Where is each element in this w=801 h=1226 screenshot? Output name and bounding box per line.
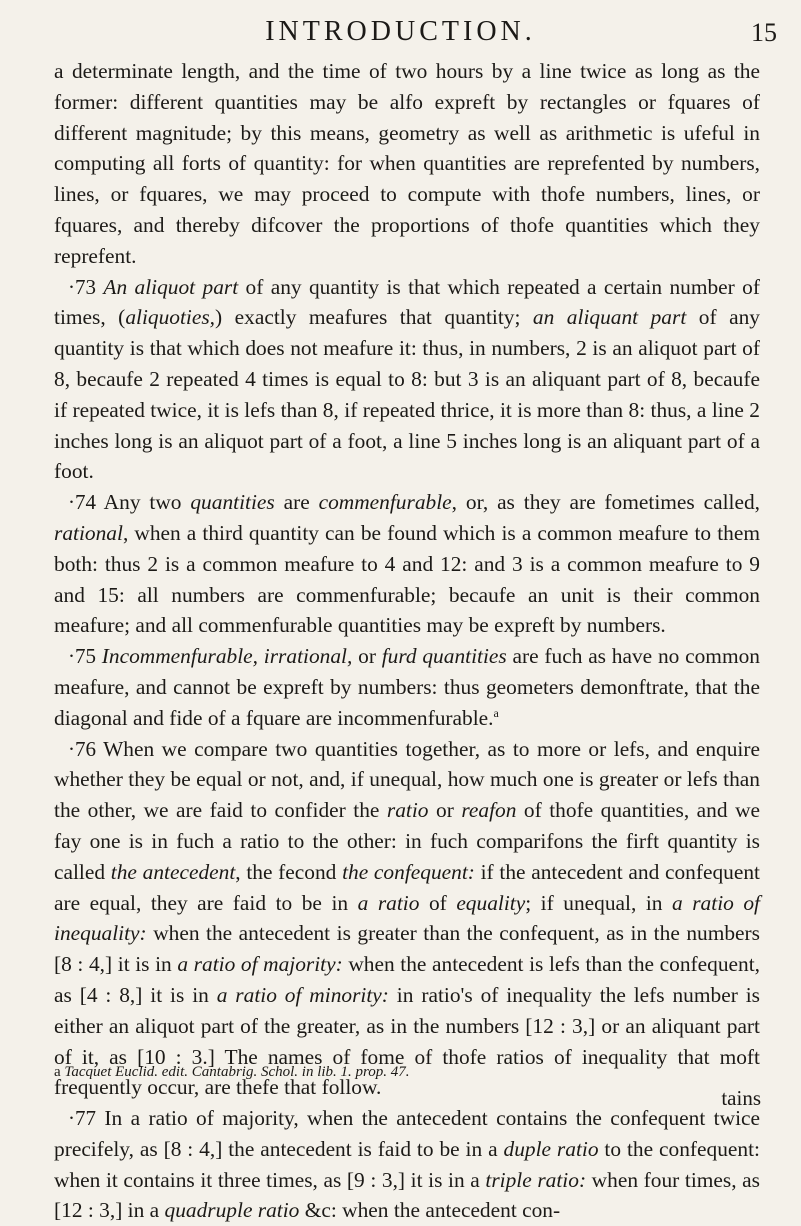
text-run: When we compare two quantities together, as to more or lefs, and enquire whether they be equal or not, and, if unequal, how much one is greater or lefs than the other, we are faid to confider the (54, 736, 760, 823)
text-run: of (419, 890, 457, 915)
body-text (54, 56, 760, 1226)
text-run: of thofe quantities, and we fay one is in fuch a ratio to the other: in fuch comparifons the firft quantity is called (54, 798, 761, 884)
page-header (0, 14, 801, 54)
footnote-reference: a (493, 705, 499, 720)
text-run: Any two (96, 490, 191, 515)
text-run: or (428, 798, 462, 823)
term: equality (456, 890, 526, 915)
text-run: if the antecedent and confequent are equal, they are faid to be in (54, 859, 761, 915)
text-run: when the antecedent is lefs than the confequent, as [4 : 8,] it is in (54, 952, 760, 1007)
term: triple ratio: (485, 1167, 587, 1192)
term: commenfurable (318, 490, 452, 515)
term: the confequent: (342, 859, 475, 884)
term: a ratio (357, 890, 420, 915)
text-run: of any quantity is that which repeated a certain number of times, ( (54, 274, 760, 330)
text-run: to the confequent: when it contains it three times, as [9 : 3,] it is in a (54, 1136, 760, 1192)
term: quadruple ratio (164, 1198, 300, 1223)
paragraph-75 (54, 641, 760, 733)
text-run: &c: when the antecedent con- (299, 1198, 561, 1223)
term: duple ratio (503, 1136, 599, 1161)
paragraph-76 (54, 734, 760, 1104)
term: An aliquot part (103, 274, 239, 299)
footnote (54, 1062, 760, 1082)
text-run: ) exactly meafures that quantity; (215, 305, 533, 330)
text-run: , or, as they are fometimes called, (451, 490, 760, 515)
section-number: ·76 (68, 736, 96, 761)
text-run: or (352, 644, 382, 669)
section-number: ·73 (68, 274, 96, 299)
term: rational (54, 520, 123, 545)
text-run: when four times, as [12 : 3,] in a (54, 1167, 760, 1223)
section-number: ·75 (68, 644, 96, 669)
text-run: when the antecedent is greater than the confequent, as in the numbers [8 : 4,] it is in (54, 921, 760, 977)
term: quantities (190, 490, 275, 515)
text-run: of any quantity is that which does not meafure it: thus, in numbers, 2 is an aliquot part of 8, becaufe 2 repeated 4 times is equal to 8: but 3 is an aliquant part of 8, becaufe if repeated twice, it is lefs than 8, if repeated thrice, it is more than 8: thus, a line 2 inches long is an aliquot part of a foot, a line 5 inches long is an aliquant part of a foot. (54, 305, 760, 484)
text-run: , the fecond (235, 859, 343, 884)
footnote-text: Tacquet Euclid. edit. Cantabrig. Schol. in lib. 1. prop. 47. (60, 1064, 410, 1080)
term: a ratio of majority: (177, 952, 343, 977)
text-run: are (274, 490, 319, 515)
section-number: ·74 (68, 490, 96, 515)
page-number: 15 (751, 18, 777, 47)
term: an aliquant part (532, 305, 687, 330)
text-run: , when a third quantity can be found which is a common meafure to them both: thus 2 is a common meafure to 4 and 12: and 3 is a common meafure to 9 and 15: all numbers are commenfurable; becaufe an unit is their common meafure; and all commenfurable quantities may be expreft by numbers. (54, 520, 760, 638)
footnote-mark: a (54, 1064, 61, 1080)
paragraph-77 (54, 1103, 760, 1226)
term: Incommenfurable, irrational, (101, 644, 353, 669)
text-run: in ratio's of inequality the lefs number is either an aliquot part of the greater, as in the numbers [12 : 3,] or an aliquant part of it, as [10 : 3.] The names of fome of thofe ratios of inequality that moft frequently occur, are thefe that follow. (54, 982, 760, 1100)
text-run: are fuch as have no common meafure, and cannot be expreft by numbers: thus geometers demonftrate, that the diagonal and fide of a fquare are incommenfurable. (54, 644, 760, 730)
paragraph-continuation: a determinate length, and the time of two hours by a line twice as long as the former: different quantities may be alfo expreft by rectangles or fquares of different magnitude; by this means, geometry as well as arithmetic is ufeful in computing all forts of quantity: for when quantities are reprefented by numbers, lines, or fquares, we may proceed to compute with thofe numbers, lines, or fquares, and thereby difcover the proportions of thofe quantities which they reprefent. (54, 59, 760, 268)
term: furd quantities (381, 644, 507, 669)
term: ratio (386, 798, 429, 823)
paragraph-74 (54, 487, 760, 641)
term: the antecedent (110, 859, 236, 884)
term: aliquoties, (125, 305, 216, 330)
paragraph-73 (54, 272, 760, 488)
catchword: tains (721, 1086, 761, 1110)
term: reafon (461, 798, 517, 823)
term: a ratio of inequality: (54, 890, 760, 946)
text-run: ; if unequal, in (525, 890, 673, 915)
running-head: INTRODUCTION. (265, 16, 536, 47)
term: a ratio of minority: (216, 982, 389, 1007)
text-run: In a ratio of majority, when the antecedent contains the confequent twice precifely, as [8 : 4,] the antecedent is faid to be in a (54, 1106, 760, 1161)
section-number: ·77 (68, 1106, 96, 1131)
